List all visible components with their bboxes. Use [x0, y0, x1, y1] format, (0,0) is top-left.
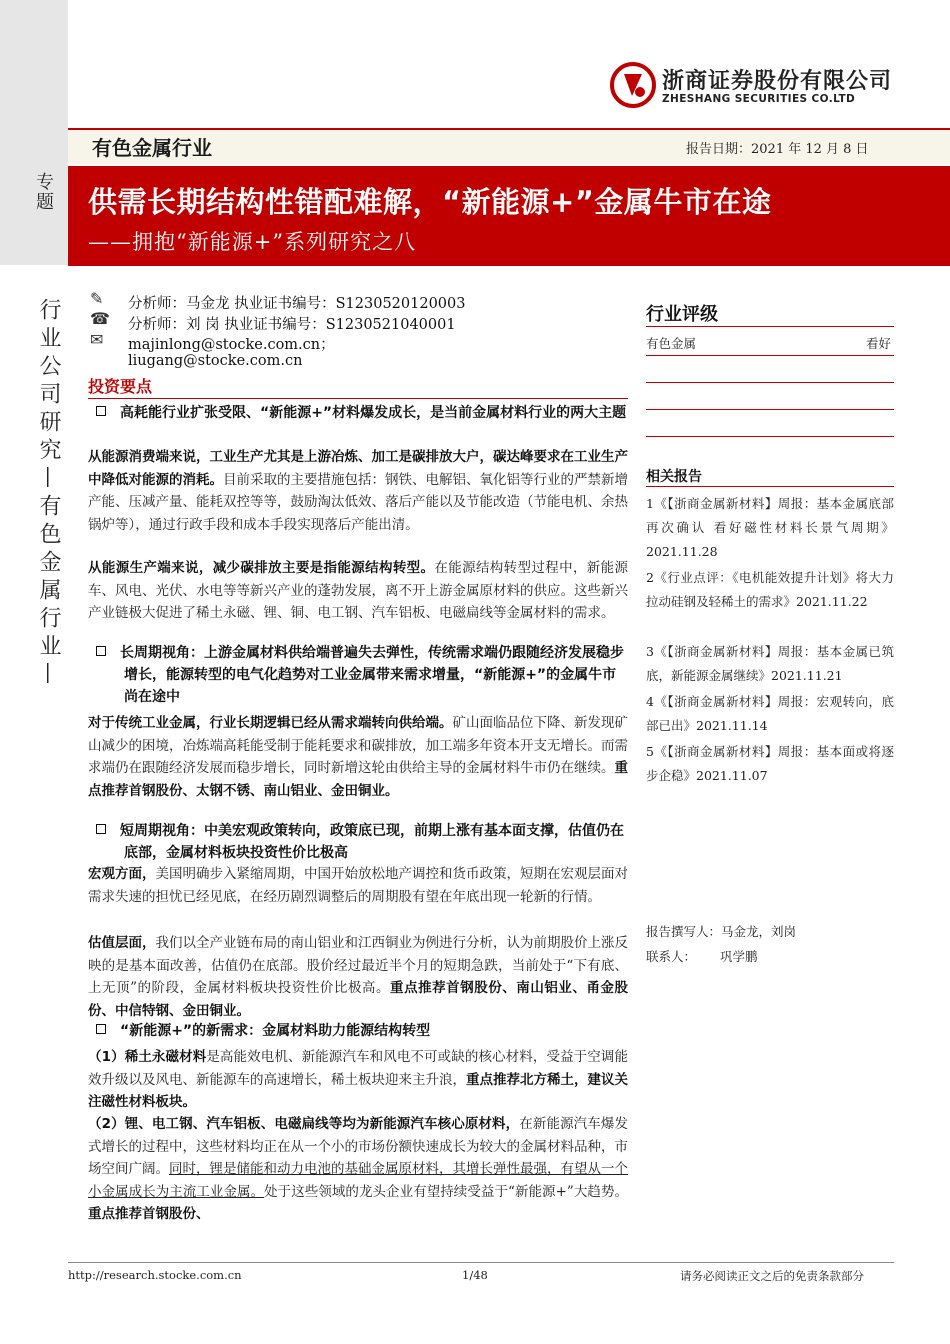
bullet-heading-4: “新能源+”的新需求：金属材料助力能源结构转型 — [96, 1020, 630, 1042]
industry-label: 有色金属行业 — [92, 136, 212, 160]
contact-name: 巩学鹏 — [720, 949, 758, 964]
report-writer: 报告撰写人：马金龙，刘岗 — [646, 924, 797, 939]
rating-title: 行业评级 — [646, 304, 718, 325]
paragraph-6: （1）稀土永磁材料是高能效电机、新能源汽车和风电不可或缺的核心材料，受益于空调能效升级以及风电、新能源车的高速增长，稀土板块迎来主升浪，重点推荐北方稀土，建议关注磁性材料板块。 — [88, 1049, 628, 1111]
sidebar-tag: 专题 — [33, 172, 54, 212]
report-title: 供需长期结构性错配难解，“新能源+”金属牛市在途 — [88, 185, 772, 219]
rating-divider — [646, 326, 894, 327]
analyst-2: 分析师：刘 岗 执业证书编号：S1230521040001 — [128, 317, 456, 333]
rating-industry: 有色金属 — [646, 336, 697, 351]
bullet-heading-2: 长周期视角：上游金属材料供给端普遍失去弹性，传统需求端仍跟随经济发展稳步增长，能源转型的电气化趋势对工业金属带来需求增量，“新能源+”的金属牛市尚在途中 — [96, 642, 630, 708]
page-number: 1/48 — [462, 1268, 488, 1282]
paragraph-5: 估值层面，我们以全产业链布局的南山铝业和江西铜业为例进行分析，认为前期股价上涨反映的是基本面改善，估值仍在底部。股价经过最近半个月的短期急跌，当前处于“下有底、上无顶”的阶段，金属材料板块投资性价比极高。重点推荐首钢股份、南山铝业、甬金股份、中信特钢、金田铜业。 — [88, 935, 629, 1019]
sidebar-panel — [0, 0, 68, 265]
section-divider — [88, 398, 628, 399]
rating-row-rule — [646, 355, 894, 356]
report-date: 报告日期：2021 年 12 月 8 日 — [686, 142, 869, 157]
analyst-1: 分析师：马金龙 执业证书编号：S1230520120003 — [128, 296, 466, 312]
paragraph-7: （2）锂、电工钢、汽车铝板、电磁扁线等均为新能源汽车核心原材料，在新能源汽车爆发式增长的过程中，这些材料均正在从一个小的市场份额快速成长为较大的金属材料品种，市场空间广阔。同时，锂是储能和动力电池的基础金属原材料，其增长弹性最强，有望从一个小金属成长为主流工业金属。处于这些领域的龙头企业有望持续受益于“新能源+”大趋势。重点推荐首钢股份、 — [88, 1116, 629, 1223]
paragraph-2: 从能源生产端来说，减少碳排放主要是指能源结构转型。在能源结构转型过程中，新能源车、风电、光伏、水电等等新兴产业的蓬勃发展，离不开上游金属原材料的供应。这些新兴产业链极大促进了稀土永磁、锂、铜、电工钢、汽车铝板、电磁扁线等金属材料的需求。 — [88, 560, 629, 622]
related-divider — [646, 486, 894, 487]
checkbox-bullet-icon — [96, 646, 106, 656]
footer-disclaimer: 请务必阅读正文之后的免责条款部分 — [680, 1269, 864, 1283]
analyst-email-2[interactable]: liugang@stocke.com.cn — [128, 353, 303, 369]
section-title: 投资要点 — [88, 377, 153, 396]
report-subtitle: ——拥抱“新能源+”系列研究之八 — [88, 230, 417, 254]
sidebar-vertical-text: 行业公司研究—有色金属行业— — [36, 298, 61, 690]
bullet-heading-3: 短周期视角：中美宏观政策转向，政策底已现，前期上涨有基本面支撑，估值仍在底部，金属材料板块投资性价比极高 — [96, 820, 630, 864]
paragraph-1: 从能源消费端来说，工业生产尤其是上游冶炼、加工是碳排放大户，碳达峰要求在工业生产中降低对能源的消耗。目前采取的主要措施包括：钢铁、电解铝、氧化铝等行业的严禁新增产能、压减产量、能耗双控等等，鼓励淘汰低效、落后产能以及节能改造（节能电机、余热锅炉等），通过行政手段和成本手段实现落后产能出清。 — [88, 449, 628, 533]
rating-row-rule — [646, 409, 894, 410]
related-report-item[interactable]: 2《行业点评：《电机能效提升计划》将大力拉动硅钢及轻稀土的需求》2021.11.22 — [646, 570, 894, 609]
contact-label: 联系人： — [646, 949, 697, 964]
rating-row-rule — [646, 436, 894, 437]
related-report-item[interactable]: 3《【浙商金属新材料】周报：基本金属已筑底，新能源金属继续》2021.11.21 — [646, 644, 894, 683]
bullet-heading-1: 高耗能行业扩张受限、“新能源+”材料爆发成长，是当前金属材料行业的两大主题 — [96, 402, 630, 424]
footer-divider — [68, 1262, 894, 1263]
analyst-email-1[interactable]: majinlong@stocke.com.cn； — [128, 337, 335, 353]
paragraph-3: 对于传统工业金属，行业长期逻辑已经从需求端转向供给端。矿山面临品位下降、新发现矿山减少的困境，冶炼端高耗能受制于能耗要求和碳排放，加工端多年资本开支无增长。而需求端仍在跟随经济发展而稳步增长，同时新增这轮由供给主导的金属材料牛市仍在继续。重点推荐首钢股份、太钢不锈、南山铝业、金田铜业。 — [88, 715, 628, 799]
related-report-item[interactable]: 5《【浙商金属新材料】周报：基本面或将逐步企稳》2021.11.07 — [646, 744, 894, 783]
mail-icon: ✉ — [90, 330, 104, 349]
company-logo-icon — [610, 62, 656, 108]
related-report-item[interactable]: 4《【浙商金属新材料】周报：宏观转向，底部已出》2021.11.14 — [646, 694, 894, 733]
pen-icon: ✎ — [90, 289, 104, 308]
related-reports-title: 相关报告 — [646, 469, 702, 485]
company-name-en: ZHESHANG SECURITIES CO.LTD — [662, 93, 856, 105]
checkbox-bullet-icon — [96, 824, 106, 834]
company-name-cn: 浙商证券股份有限公司 — [662, 69, 893, 94]
related-report-item[interactable]: 1《【浙商金属新材料】周报：基本金属底部再次确认 看好磁性材料长景气周期》2021.11.28 — [646, 496, 894, 559]
phone-icon: ☎ — [90, 309, 110, 328]
rating-value: 看好 — [866, 336, 892, 351]
checkbox-bullet-icon — [96, 1024, 106, 1034]
footer-url[interactable]: http://research.stocke.com.cn — [68, 1268, 242, 1282]
checkbox-bullet-icon — [96, 406, 106, 416]
rating-row-rule — [646, 382, 894, 383]
paragraph-4: 宏观方面，美国明确步入紧缩周期，中国开始放松地产调控和货币政策，短期在宏观层面对需求失速的担忧已经见底，在经历剧烈调整后的周期股有望在年底出现一轮新的行情。 — [88, 866, 628, 905]
